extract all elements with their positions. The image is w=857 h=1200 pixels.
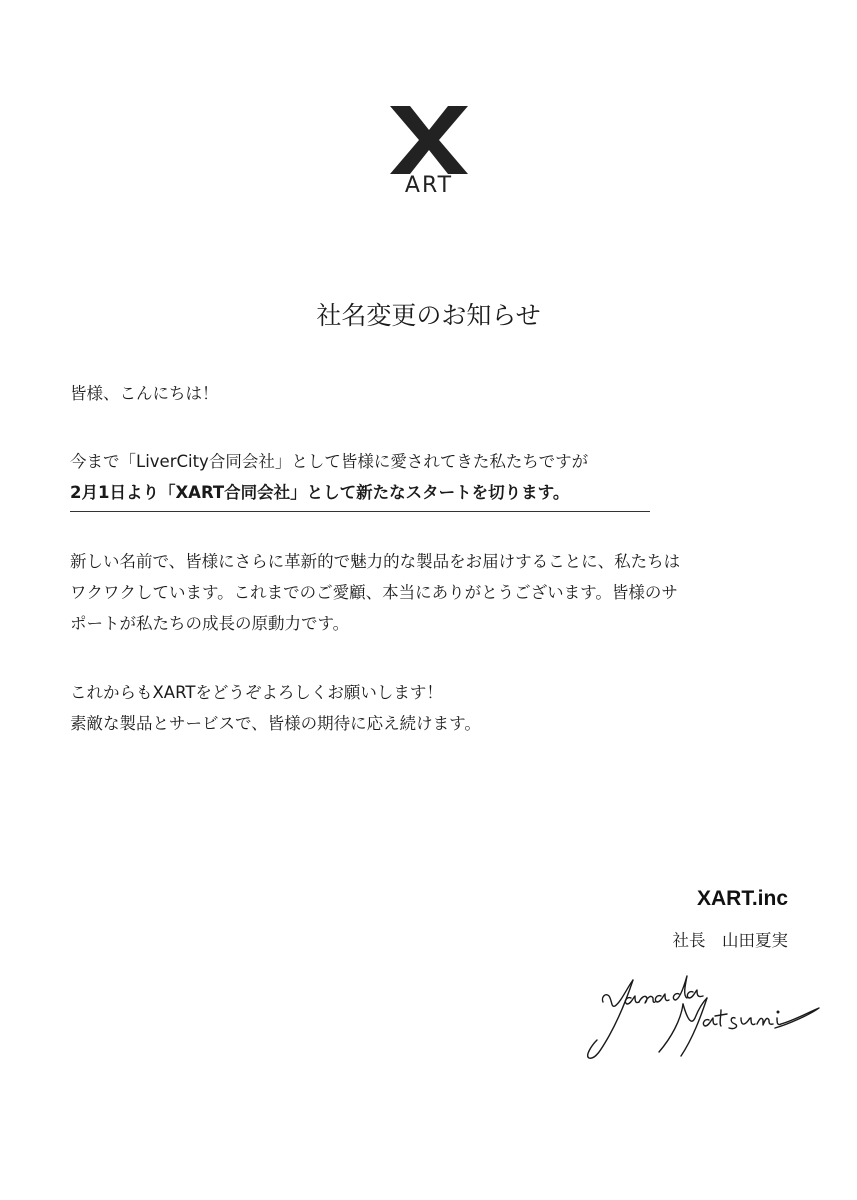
intro-line-1: 今まで「LiverCity合同会社」として皆様に愛されてきた私たちですが xyxy=(70,452,589,471)
body-paragraph xyxy=(70,546,790,639)
intro-line-2-emphasis: 2月1日より「XART合同会社」として新たなスタートを切ります。 xyxy=(70,483,570,502)
logo-wordmark: ART xyxy=(404,173,454,198)
closing-line-2: 素敵な製品とサービスで、皆様の期待に応え続けます。 xyxy=(70,714,481,733)
page-title: 社名変更のお知らせ xyxy=(316,301,541,330)
company-logo xyxy=(388,106,470,198)
president-name: 社長 山田夏実 xyxy=(672,931,788,950)
body-line-2: ワクワクしています。これまでのご愛顧、本当にありがとうございます。皆様のサ xyxy=(70,583,678,602)
handwritten-signature-icon xyxy=(575,968,825,1068)
x-logo-icon xyxy=(388,106,470,174)
intro-paragraph xyxy=(70,446,790,508)
body-line-1: 新しい名前で、皆様にさらに革新的で魅力的な製品をお届けすることに、私たちは xyxy=(70,552,681,571)
closing-paragraph xyxy=(70,677,790,739)
body-line-3: ポートが私たちの成長の原動力です。 xyxy=(70,614,350,633)
greeting xyxy=(70,378,790,409)
company-name: XART.inc xyxy=(696,887,788,910)
closing-line-1: これからもXARTをどうぞよろしくお願いします！ xyxy=(70,683,443,702)
emphasis-underline xyxy=(70,511,650,512)
greeting-text: 皆様、こんにちは！ xyxy=(70,384,219,403)
